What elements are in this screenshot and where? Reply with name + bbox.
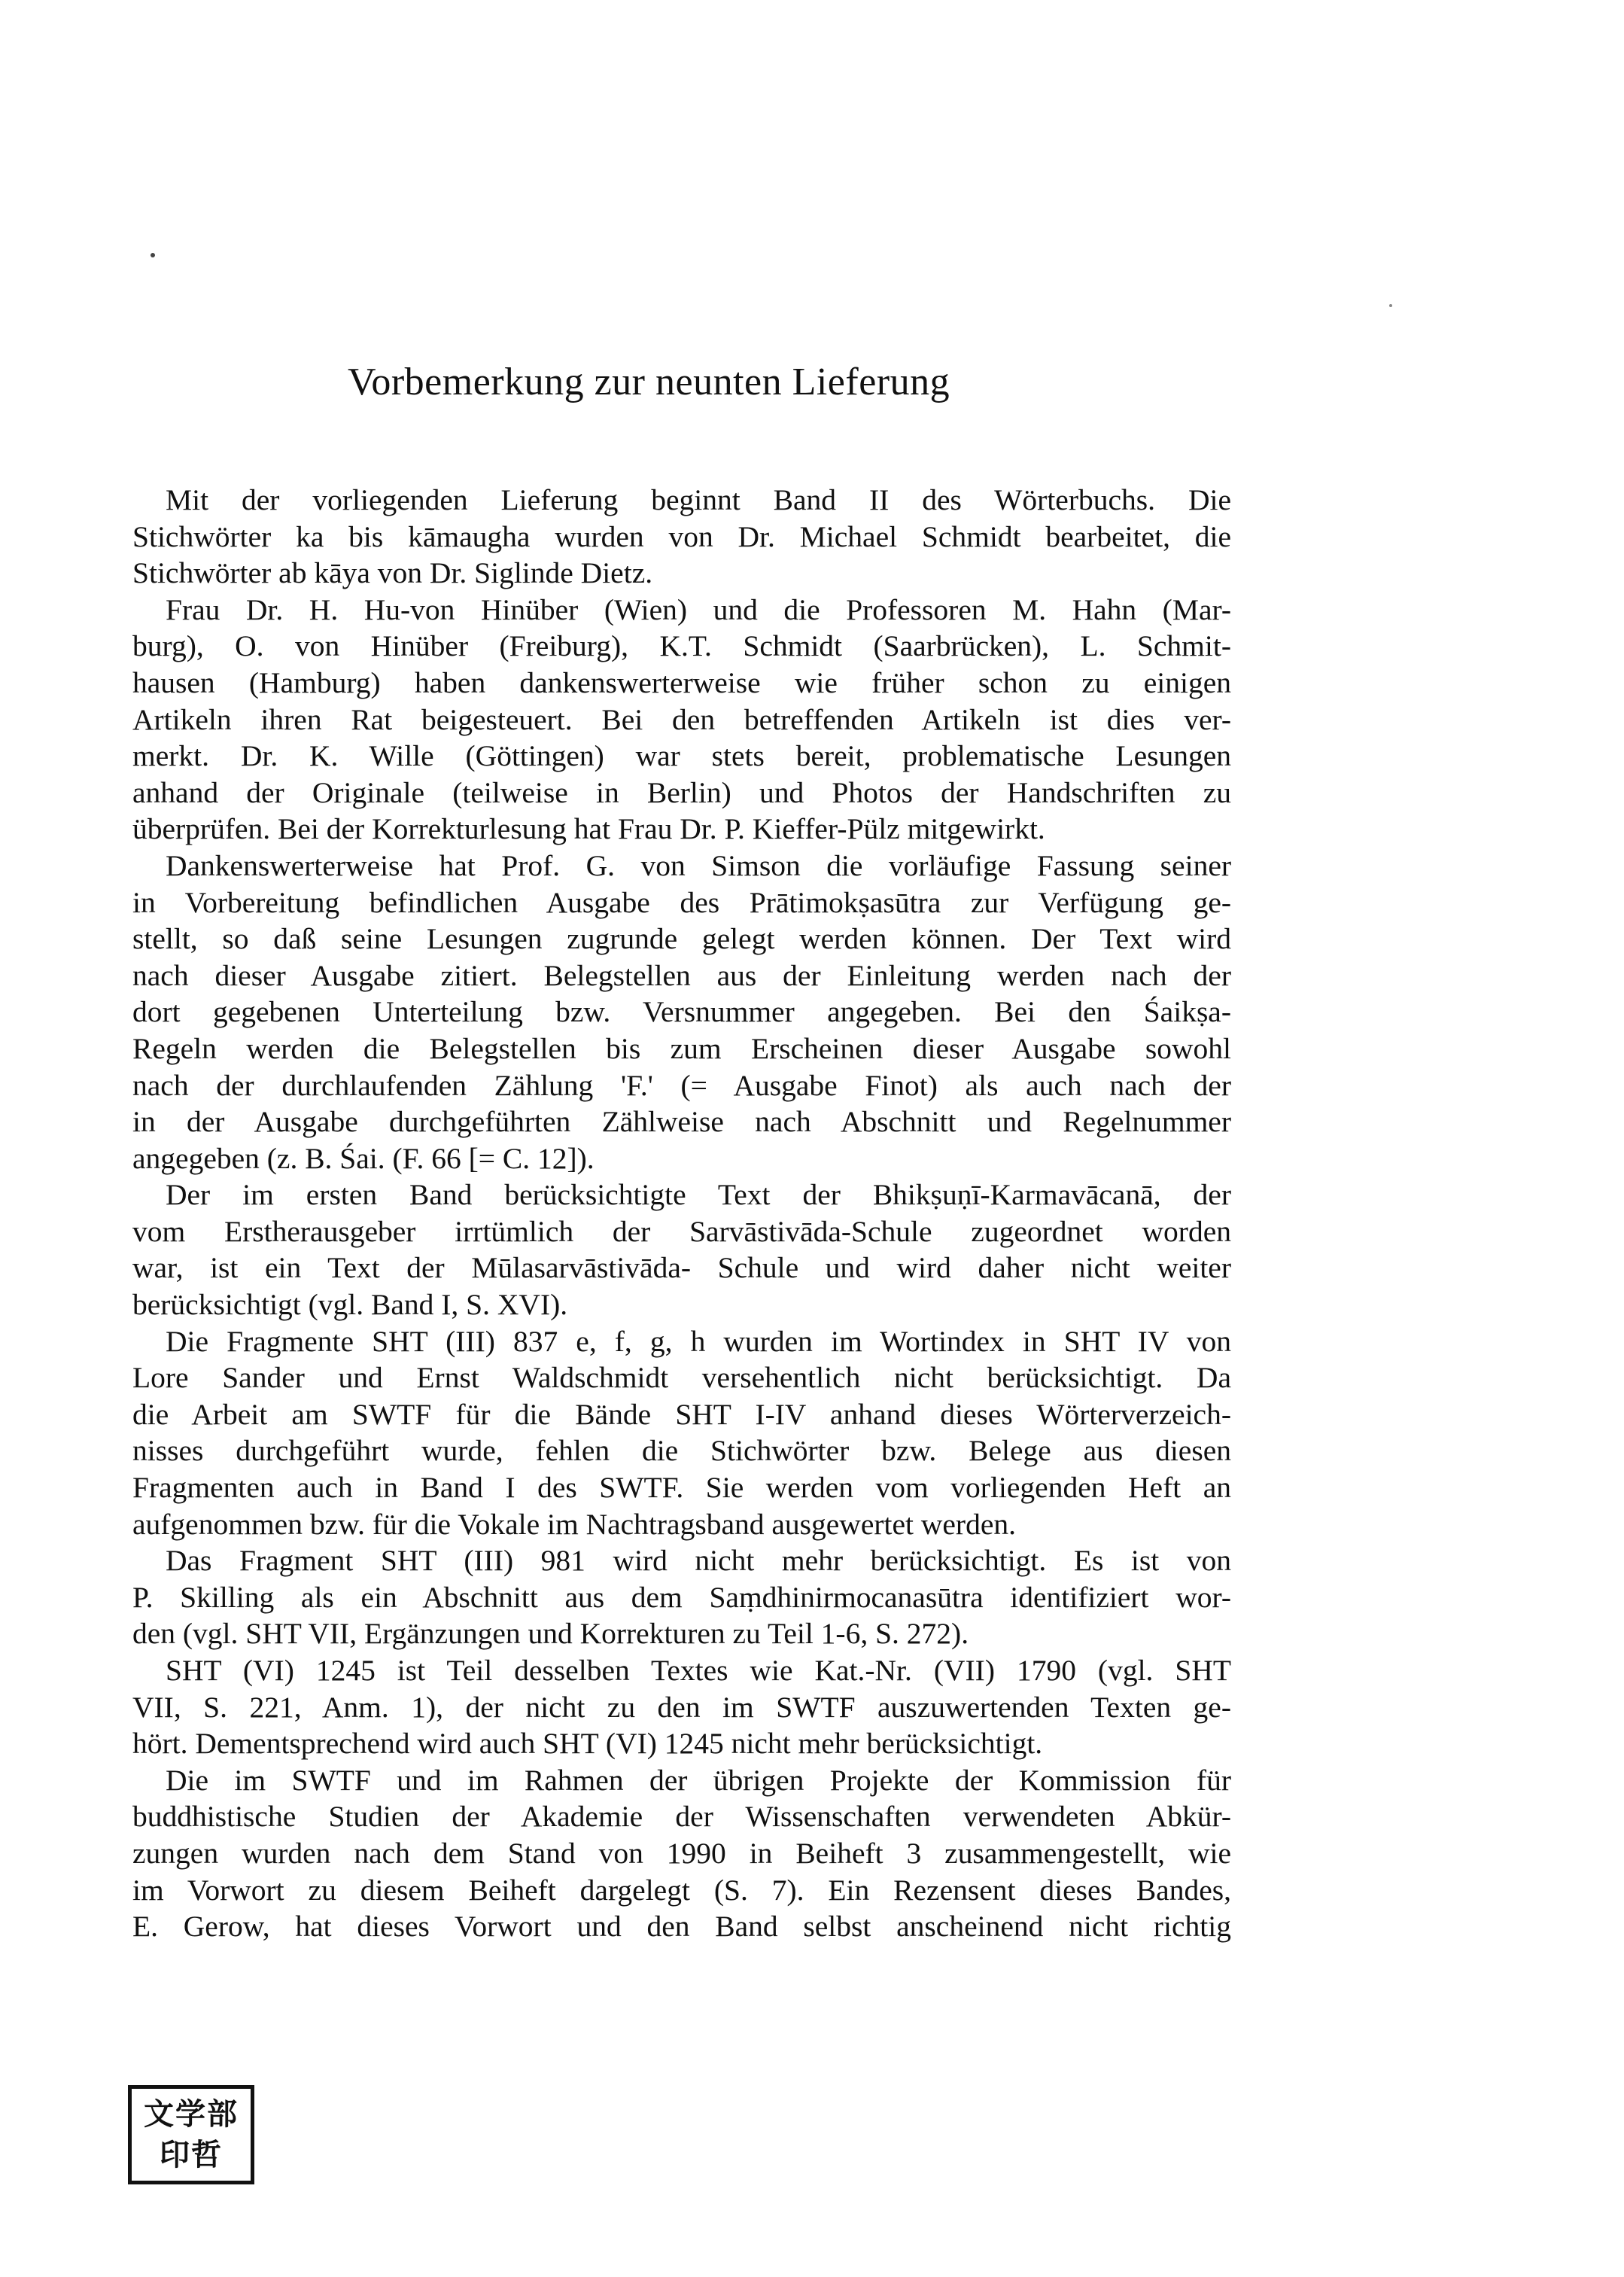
text-line: E. Gerow, hat dieses Vorwort und den Band selbst anscheinend nicht richtig: [132, 1910, 1231, 1944]
text-line: stellt, so daß seine Lesungen zugrunde gelegt werden können. Der Text wird: [132, 922, 1231, 956]
text-line: Fragmenten auch in Band I des SWTF. Sie werden vom vorliegenden Heft an: [132, 1471, 1231, 1505]
text-line: berücksichtigt (vgl. Band I, S. XVI).: [132, 1288, 568, 1322]
stamp-text-row-1: 文学部: [144, 2097, 239, 2132]
text-line: P. Skilling als ein Abschnitt aus dem Saṃdhinirmocanasūtra identifiziert wor-: [132, 1580, 1231, 1614]
text-line: Das Fragment SHT (III) 981 wird nicht mehr berücksichtigt. Es ist von: [166, 1544, 1231, 1578]
text-line: Stichwörter ab kāya von Dr. Siglinde Dietz.: [132, 556, 653, 590]
text-line: nisses durchgeführt wurde, fehlen die Stichwörter bzw. Belege aus diesen: [132, 1434, 1231, 1468]
text-line: Lore Sander und Ernst Waldschmidt versehentlich nicht berücksichtigt. Da: [132, 1361, 1231, 1395]
stamp-text-row-2: 印哲: [160, 2138, 223, 2172]
page-title: Vorbemerkung zur neunten Lieferung: [348, 361, 950, 403]
text-line: war, ist ein Text der Mūlasarvāstivāda- Schule und wird daher nicht weiter: [132, 1251, 1231, 1285]
text-line: VII, S. 221, Anm. 1), der nicht zu den im SWTF auszuwertenden Texten ge-: [132, 1690, 1231, 1724]
scan-speck: [1389, 304, 1392, 307]
text-line: Frau Dr. H. Hu-von Hinüber (Wien) und die Professoren M. Hahn (Mar-: [166, 592, 1231, 626]
library-stamp: [128, 2085, 254, 2184]
text-line: buddhistische Studien der Akademie der Wissenschaften verwendeten Abkür-: [132, 1800, 1231, 1834]
body-text: [132, 482, 1231, 1945]
text-line: burg), O. von Hinüber (Freiburg), K.T. Schmidt (Saarbrücken), L. Schmit-: [132, 629, 1231, 663]
text-line: in Vorbereitung befindlichen Ausgabe des Prātimokṣasūtra zur Verfügung ge-: [132, 885, 1231, 919]
text-line: den (vgl. SHT VII, Ergänzungen und Korrekturen zu Teil 1-6, S. 272).: [132, 1617, 969, 1651]
text-line: nach dieser Ausgabe zitiert. Belegstellen aus der Einleitung werden nach der: [132, 958, 1231, 992]
scan-speck: [151, 253, 155, 257]
text-line: Stichwörter ka bis kāmaugha wurden von Dr. Michael Schmidt bearbeitet, die: [132, 519, 1231, 553]
text-line: zungen wurden nach dem Stand von 1990 in Beiheft 3 zusammengestellt, wie: [132, 1836, 1231, 1870]
text-line: Der im ersten Band berücksichtigte Text der Bhikṣuṇī-Karmavācanā, der: [166, 1178, 1231, 1212]
text-line: dort gegebenen Unterteilung bzw. Versnummer angegeben. Bei den Śaikṣa-: [132, 995, 1231, 1029]
text-line: aufgenommen bzw. für die Vokale im Nachtragsband ausgewertet werden.: [132, 1507, 1016, 1541]
text-line: merkt. Dr. K. Wille (Göttingen) war stets bereit, problematische Lesungen: [132, 739, 1231, 773]
text-line: Artikeln ihren Rat beigesteuert. Bei den betreffenden Artikeln ist dies ver-: [132, 702, 1231, 736]
text-line: SHT (VI) 1245 ist Teil desselben Textes wie Kat.-Nr. (VII) 1790 (vgl. SHT: [166, 1654, 1231, 1687]
text-line: Regeln werden die Belegstellen bis zum Erscheinen dieser Ausgabe sowohl: [132, 1031, 1231, 1065]
text-line: überprüfen. Bei der Korrekturlesung hat Frau Dr. P. Kieffer-Pülz mitgewirkt.: [132, 812, 1045, 846]
text-line: anhand der Originale (teilweise in Berlin) und Photos der Handschriften zu: [132, 775, 1231, 809]
text-line: die Arbeit am SWTF für die Bände SHT I-IV anhand dieses Wörterverzeich-: [132, 1397, 1231, 1431]
text-line: vom Erstherausgeber irrtümlich der Sarvāstivāda-Schule zugeordnet worden: [132, 1214, 1231, 1248]
text-line: nach der durchlaufenden Zählung 'F.' (= Ausgabe Finot) als auch nach der: [132, 1068, 1231, 1102]
text-line: in der Ausgabe durchgeführten Zählweise nach Abschnitt und Regelnummer: [132, 1105, 1231, 1139]
text-line: im Vorwort zu diesem Beiheft dargelegt (S. 7). Ein Rezensent dieses Bandes,: [132, 1873, 1231, 1907]
text-line: angegeben (z. B. Śai. (F. 66 [= C. 12]).: [132, 1141, 595, 1175]
text-line: Dankenswerterweise hat Prof. G. von Simson die vorläufige Fassung seiner: [166, 848, 1231, 882]
text-line: hausen (Hamburg) haben dankenswerterweise wie früher schon zu einigen: [132, 665, 1231, 699]
text-line: Die im SWTF und im Rahmen der übrigen Projekte der Kommission für: [166, 1763, 1231, 1797]
text-line: Mit der vorliegenden Lieferung beginnt Band II des Wörterbuchs. Die: [166, 483, 1231, 516]
text-line: hört. Dementsprechend wird auch SHT (VI) 1245 nicht mehr berücksichtigt.: [132, 1727, 1043, 1761]
text-line: Die Fragmente SHT (III) 837 e, f, g, h wurden im Wortindex in SHT IV von: [166, 1324, 1231, 1358]
